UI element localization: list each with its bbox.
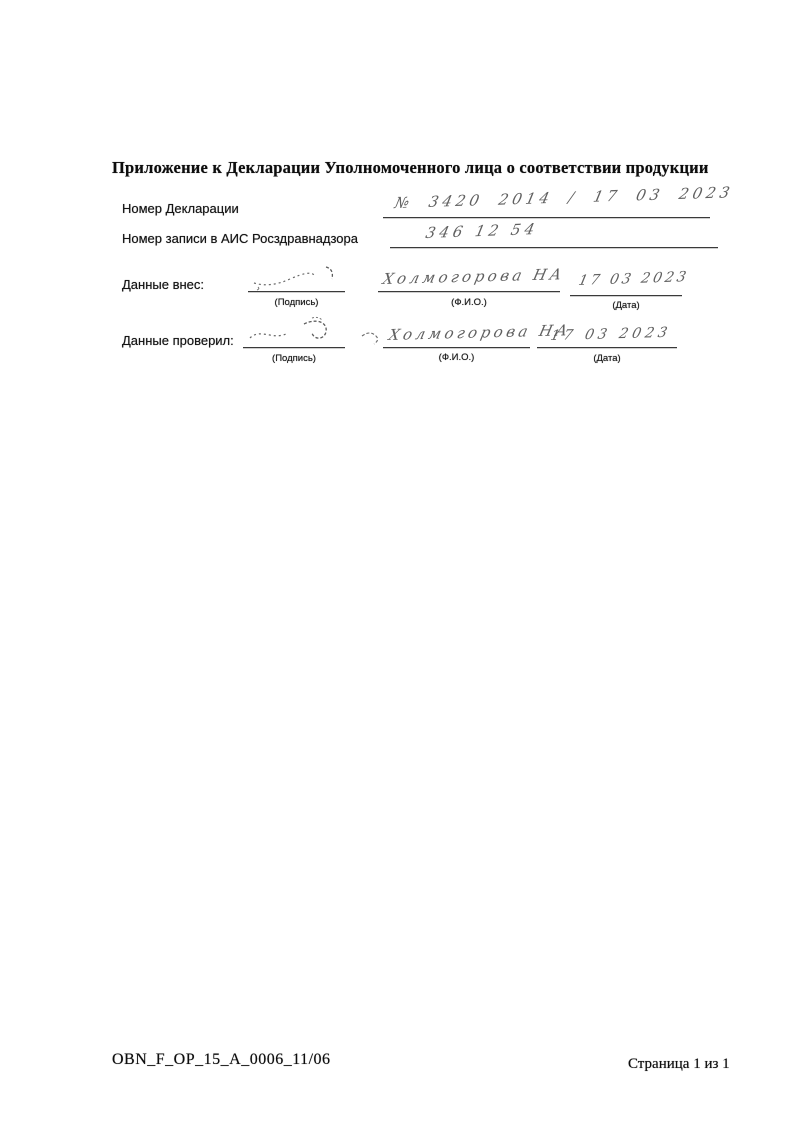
pen-mark: [360, 330, 384, 346]
date-handwritten-value: 17 03 2023: [577, 269, 691, 289]
signature-scribble: [248, 263, 358, 291]
declaration-number-line: [383, 217, 710, 218]
document-title: Приложение к Декларации Уполномоченного лица о соответствии продукции: [112, 158, 709, 177]
signature-caption: (Подпись): [274, 297, 319, 308]
declaration-number-label: Номер Декларации: [122, 201, 239, 216]
name-handwritten-value: Холмогорова НА: [381, 265, 567, 288]
data-checked-by-label: Данные проверил:: [122, 333, 234, 348]
name-caption: (Ф.И.О.): [438, 352, 475, 363]
ais-record-number-label: Номер записи в АИС Росздравнадзора: [122, 231, 358, 246]
page-indicator: Страница 1 из 1: [628, 1056, 730, 1072]
signature-line: [248, 291, 345, 292]
name-handwritten-value: Холмогорова НА: [387, 321, 573, 344]
name-caption: (Ф.И.О.): [451, 297, 487, 308]
date-line: [570, 295, 682, 296]
form-code: OBN_F_OP_15_A_0006_11/06: [112, 1051, 331, 1068]
date-line: [537, 347, 677, 348]
name-line: [383, 347, 530, 348]
signature-caption: (Подпись): [272, 353, 316, 364]
declaration-number-handwritten-value: № 3420 2014 / 17 03 2023: [393, 183, 736, 212]
name-line: [378, 291, 560, 292]
date-handwritten-value: 17 03 2023: [549, 324, 673, 344]
signature-line: [243, 347, 345, 348]
date-caption: (Дата): [593, 353, 621, 364]
data-entered-by-label: Данные внес:: [122, 277, 205, 292]
ais-record-number-handwritten-value: 346 12 54: [424, 219, 541, 242]
signature-scribble: [242, 316, 362, 348]
date-caption: (Дата): [612, 300, 640, 311]
ais-record-number-line: [390, 247, 718, 248]
